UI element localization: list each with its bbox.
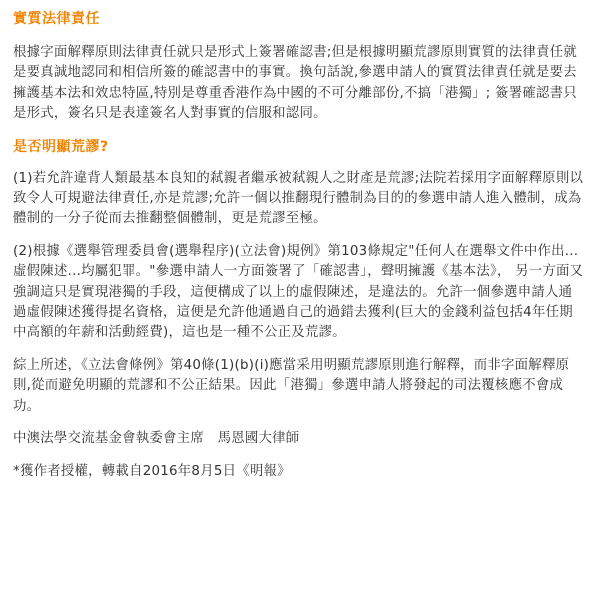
source-note: *獲作者授權，轉載自2016年8月5日《明報》 [13, 463, 291, 479]
section-heading-substantive-liability: 實質法律責任 [13, 11, 100, 27]
paragraph-conclusion: 綜上所述，《立法會條例》第40條(1)(b)(i)應當采用明顯荒謬原則進行解釋，而非字面解釋原則,從而避免明顯的荒謬和不公正結果。因此「港獨」參選申請人將發起的司法覆核應不會成功。 [13, 357, 570, 414]
paragraph-point-2: (2)根據《選舉管理委員會(選舉程序)(立法會)規例》第103條規定"任何人在選舉文件中作出...虛假陳述...均屬犯罪。"參選申請人一方面簽署了「確認書」，聲明擁護《基本法》， 另一方面又強調這只是實現港獨的手段，這便構成了以上的虛假陳述，是違法的。允許一個參選申請人通過虛假陳述獲得提名資格，這便是允許他通過自己的過錯去獲利(巨大的金錢利益包括4年任期中高額的年薪和活動經費)，這也是一種不公正及荒謬。 [13, 243, 584, 341]
author-line: 中澳法學交流基金會執委會主席 馬恩國大律師 [13, 431, 300, 447]
paragraph-point-1: (1)若允許違背人類最基本良知的弒親者繼承被弒親人之財產是荒謬;法院若採用字面解釋原則以致令人可規避法律責任,亦是荒謬;允許一個以推翻現行體制為目的的參選申請人進入體制，成為體制的一分子從而去推翻整個體制，更是荒謬至極。 [13, 170, 584, 227]
paragraph-substantive-liability: 根據字面解釋原則法律責任就只是形式上簽署確認書;但是根據明顯荒謬原則實質的法律責任就是要真誠地認同和相信所簽的確認書中的事實。換句話說,參選申請人的實質法律責任就是要去擁護基本法和效忠特區,特別是尊重香港作為中國的不可分離部份,不搞「港獨」; 簽署確認書只是形式，簽名只是表達簽名人對事實的信服和認同。 [13, 45, 578, 122]
section-heading-absurdity: 是否明顯荒謬? [13, 138, 109, 155]
